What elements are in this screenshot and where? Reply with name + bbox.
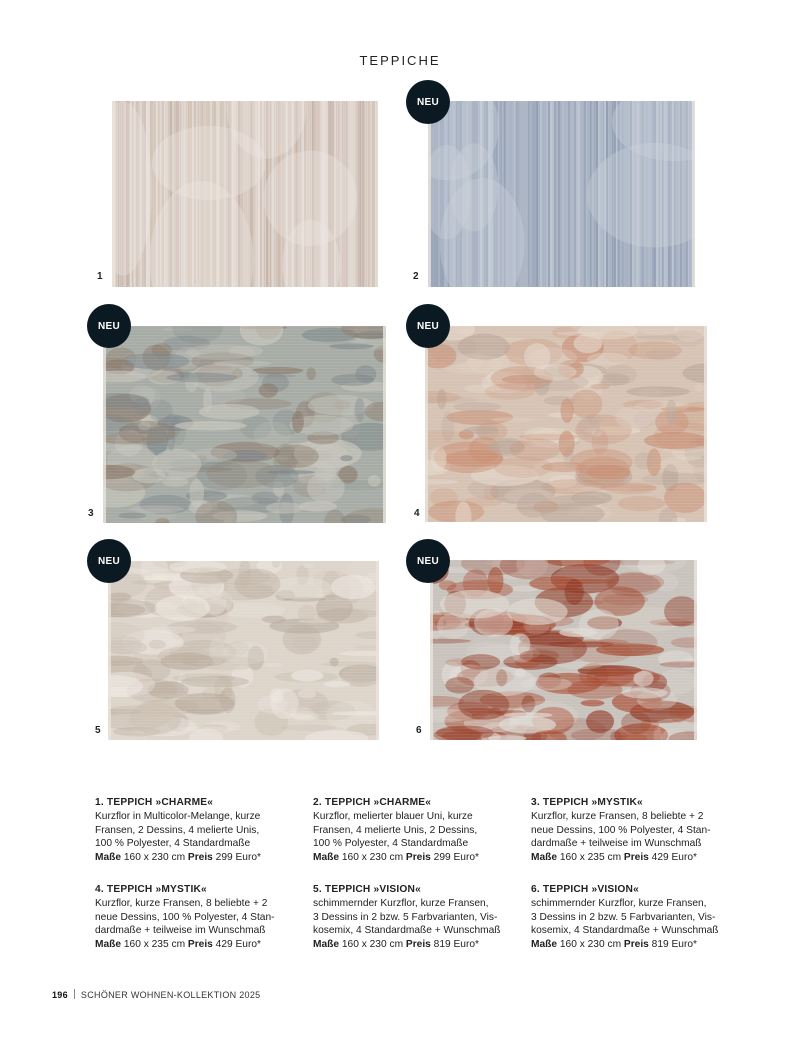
product-detail-line: Kurzflor in Multicolor-Melange, kurze bbox=[95, 811, 261, 823]
product-heading: 4. TEPPICH »MYSTIK« bbox=[95, 884, 207, 895]
product-detail-line: kosemix, 4 Standardmaße + Wunschmaß bbox=[313, 925, 501, 937]
price-label: Preis bbox=[623, 851, 649, 863]
product-description-4 bbox=[95, 883, 295, 951]
size-value: 160 x 235 cm bbox=[559, 851, 622, 863]
product-detail-line: dardmaße + teilweise im Wunschmaß bbox=[531, 838, 702, 850]
rug-image-5 bbox=[108, 561, 379, 740]
item-number-6: 6 bbox=[416, 725, 422, 736]
footer-divider bbox=[74, 989, 75, 999]
product-size-price bbox=[313, 851, 513, 864]
product-heading: 6. TEPPICH »VISION« bbox=[531, 884, 639, 895]
product-size-price bbox=[531, 851, 731, 864]
item-number-1: 1 bbox=[97, 271, 103, 282]
product-detail-line: dardmaße + teilweise im Wunschmaß bbox=[95, 925, 266, 937]
page-footer bbox=[52, 989, 260, 1000]
product-description-3 bbox=[531, 796, 731, 864]
product-detail-line: neue Dessins, 100 % Polyester, 4 Stan- bbox=[95, 911, 275, 923]
item-number-2: 2 bbox=[413, 271, 419, 282]
item-number-3: 3 bbox=[88, 508, 94, 519]
product-detail-line: kosemix, 4 Standardmaße + Wunschmaß bbox=[531, 925, 719, 937]
item-number-5: 5 bbox=[95, 725, 101, 736]
new-badge-2: NEU bbox=[406, 80, 450, 124]
size-label: Maße bbox=[95, 938, 122, 950]
product-heading: 1. TEPPICH »CHARME« bbox=[95, 797, 214, 808]
product-size-price bbox=[95, 938, 295, 951]
product-size-price bbox=[531, 938, 731, 951]
page-title: TEPPICHE bbox=[359, 53, 441, 68]
price-value: 299 Euro* bbox=[215, 851, 261, 863]
size-value: 160 x 235 cm bbox=[123, 938, 186, 950]
price-label: Preis bbox=[405, 938, 431, 950]
product-description-6 bbox=[531, 883, 731, 951]
product-detail-line: 100 % Polyester, 4 Standardmaße bbox=[95, 838, 251, 850]
product-heading: 2. TEPPICH »CHARME« bbox=[313, 797, 432, 808]
new-badge-5: NEU bbox=[87, 539, 131, 583]
product-heading: 5. TEPPICH »VISION« bbox=[313, 884, 421, 895]
publication-name: SCHÖNER WOHNEN-KOLLEKTION 2025 bbox=[80, 990, 261, 1000]
product-detail-line: neue Dessins, 100 % Polyester, 4 Stan- bbox=[531, 824, 711, 836]
product-detail-line: Fransen, 4 melierte Unis, 2 Dessins, bbox=[313, 824, 478, 836]
product-detail-line: Kurzflor, melierter blauer Uni, kurze bbox=[313, 811, 473, 823]
price-label: Preis bbox=[187, 851, 213, 863]
size-value: 160 x 230 cm bbox=[341, 851, 404, 863]
product-description-1 bbox=[95, 796, 295, 864]
product-detail-line: Kurzflor, kurze Fransen, 8 beliebte + 2 bbox=[531, 811, 704, 823]
product-detail-line: 3 Dessins in 2 bzw. 5 Farbvarianten, Vis- bbox=[313, 911, 498, 923]
rug-image-6 bbox=[430, 560, 697, 740]
new-badge-6: NEU bbox=[406, 539, 450, 583]
item-number-4: 4 bbox=[414, 508, 420, 519]
product-detail-line: Fransen, 2 Dessins, 4 melierte Unis, bbox=[95, 824, 260, 836]
price-value: 819 Euro* bbox=[651, 938, 697, 950]
size-value: 160 x 230 cm bbox=[341, 938, 404, 950]
product-description-2 bbox=[313, 796, 513, 864]
price-value: 299 Euro* bbox=[433, 851, 479, 863]
price-label: Preis bbox=[405, 851, 431, 863]
size-label: Maße bbox=[531, 938, 558, 950]
product-detail-line: schimmernder Kurzflor, kurze Fransen, bbox=[313, 898, 489, 910]
rug-image-2 bbox=[428, 101, 695, 287]
page-number: 196 bbox=[52, 990, 68, 1000]
new-badge-3: NEU bbox=[87, 304, 131, 348]
size-value: 160 x 230 cm bbox=[559, 938, 622, 950]
size-label: Maße bbox=[95, 851, 122, 863]
price-value: 429 Euro* bbox=[215, 938, 261, 950]
product-heading: 3. TEPPICH »MYSTIK« bbox=[531, 797, 643, 808]
price-label: Preis bbox=[623, 938, 649, 950]
product-detail-line: Kurzflor, kurze Fransen, 8 beliebte + 2 bbox=[95, 898, 268, 910]
price-value: 819 Euro* bbox=[433, 938, 479, 950]
product-detail-line: 100 % Polyester, 4 Standardmaße bbox=[313, 838, 469, 850]
product-detail-line: 3 Dessins in 2 bzw. 5 Farbvarianten, Vis- bbox=[531, 911, 716, 923]
product-detail-line: schimmernder Kurzflor, kurze Fransen, bbox=[531, 898, 707, 910]
product-size-price bbox=[313, 938, 513, 951]
price-value: 429 Euro* bbox=[651, 851, 697, 863]
price-label: Preis bbox=[187, 938, 213, 950]
product-description-5 bbox=[313, 883, 513, 951]
size-label: Maße bbox=[313, 938, 340, 950]
rug-image-1 bbox=[112, 101, 378, 287]
size-value: 160 x 230 cm bbox=[123, 851, 186, 863]
size-label: Maße bbox=[313, 851, 340, 863]
rug-image-4 bbox=[425, 326, 707, 522]
new-badge-4: NEU bbox=[406, 304, 450, 348]
size-label: Maße bbox=[531, 851, 558, 863]
rug-image-3 bbox=[103, 326, 386, 523]
product-size-price bbox=[95, 851, 295, 864]
